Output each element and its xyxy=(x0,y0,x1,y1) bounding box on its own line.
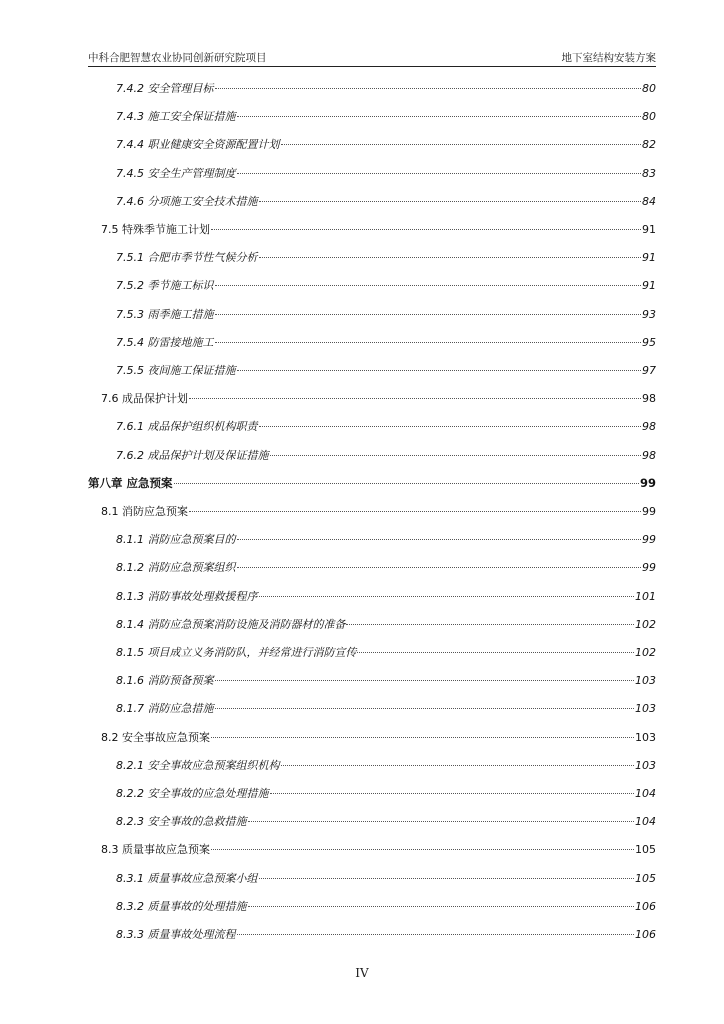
toc-entry-page-number: 80 xyxy=(642,82,656,95)
toc-entry-title: 8.2.2 安全事故的应急处理措施 xyxy=(116,787,269,800)
header-project-name: 中科合肥智慧农业协同创新研究院项目 xyxy=(88,52,267,64)
toc-dot-leader xyxy=(248,906,635,907)
toc-entry[interactable] xyxy=(116,418,656,434)
toc-entry-page-number: 98 xyxy=(642,392,656,406)
toc-entry-page-number: 91 xyxy=(642,251,656,265)
page-header xyxy=(88,50,656,67)
toc-dot-leader xyxy=(248,821,635,822)
toc-entry-page-number: 105 xyxy=(635,871,656,885)
toc-dot-leader xyxy=(270,455,642,456)
toc-entry-page-number: 103 xyxy=(635,702,656,716)
toc-dot-leader xyxy=(215,285,642,286)
toc-dot-leader xyxy=(270,793,635,794)
toc-entry-page-number: 98 xyxy=(642,448,656,462)
toc-dot-leader xyxy=(357,652,634,653)
toc-entry-title: 7.6 成品保护计划 xyxy=(101,392,188,406)
toc-entry-page-number: 103 xyxy=(635,730,656,744)
toc-entry-page-number: 103 xyxy=(635,758,656,772)
toc-dot-leader xyxy=(259,426,642,427)
toc-entry[interactable] xyxy=(116,136,656,152)
toc-entry-page-number: 95 xyxy=(642,335,656,349)
toc-entry-title: 8.3.1 质量事故应急预案小组 xyxy=(116,871,258,885)
toc-entry[interactable] xyxy=(116,249,656,265)
toc-dot-leader xyxy=(237,116,642,117)
toc-entry-title: 7.5.2 季节施工标识 xyxy=(116,279,214,293)
toc-entry-title: 8.1.6 消防预备预案 xyxy=(116,674,214,688)
toc-entry-page-number: 97 xyxy=(642,364,656,377)
toc-entry-title: 8.3 质量事故应急预案 xyxy=(101,843,210,857)
toc-entry-title: 7.5 特殊季节施工计划 xyxy=(101,223,210,236)
toc-entry[interactable] xyxy=(116,588,656,604)
header-document-title: 地下室结构安装方案 xyxy=(561,52,656,64)
toc-entry[interactable] xyxy=(116,193,656,209)
toc-dot-leader xyxy=(211,737,634,738)
toc-dot-leader xyxy=(281,144,642,145)
toc-entry-page-number: 98 xyxy=(642,420,656,434)
toc-entry-title: 7.5.3 雨季施工措施 xyxy=(116,307,214,321)
toc-dot-leader xyxy=(237,370,642,371)
toc-entry-page-number: 103 xyxy=(635,674,656,688)
toc-entry-page-number: 93 xyxy=(642,307,656,321)
toc-entry-title: 8.3.3 质量事故处理流程 xyxy=(116,928,236,941)
toc-entry-title: 7.6.2 成品保护计划及保证措施 xyxy=(116,448,269,462)
toc-entry[interactable] xyxy=(101,729,656,745)
toc-dot-leader xyxy=(215,314,642,315)
toc-dot-leader xyxy=(211,229,641,230)
toc-entry-page-number: 102 xyxy=(635,646,656,659)
toc-dot-leader xyxy=(215,88,642,89)
toc-entry-page-number: 102 xyxy=(635,617,656,631)
toc-entry-page-number: 84 xyxy=(642,194,656,208)
toc-entry-title: 7.5.4 防雷接地施工 xyxy=(116,335,214,349)
toc-entry[interactable] xyxy=(88,475,656,491)
toc-entry-title: 7.4.2 安全管理目标 xyxy=(116,82,214,95)
toc-dot-leader xyxy=(237,539,642,540)
toc-entry-title: 8.1.5 项目成立义务消防队，并经常进行消防宣传 xyxy=(116,646,357,659)
toc-entry[interactable] xyxy=(116,447,656,463)
toc-entry-title: 7.5.5 夜间施工保证措施 xyxy=(116,364,236,377)
toc-entry-page-number: 106 xyxy=(635,928,656,941)
toc-dot-leader xyxy=(215,708,635,709)
toc-entry[interactable] xyxy=(116,898,656,914)
toc-dot-leader xyxy=(174,483,639,484)
toc-dot-leader xyxy=(259,201,642,202)
toc-entry-title: 8.2 安全事故应急预案 xyxy=(101,730,210,744)
toc-entry[interactable] xyxy=(101,390,656,406)
toc-entry-page-number: 91 xyxy=(642,223,656,236)
toc-entry-title: 7.5.1 合肥市季节性气候分析 xyxy=(116,251,258,265)
toc-entry[interactable] xyxy=(116,306,656,322)
toc-entry-page-number: 82 xyxy=(642,138,656,152)
toc-entry-title: 8.2.1 安全事故应急预案组织机构 xyxy=(116,758,280,772)
toc-entry[interactable] xyxy=(116,616,656,632)
toc-dot-leader xyxy=(237,934,635,935)
toc-entry[interactable] xyxy=(116,672,656,688)
toc-entry[interactable] xyxy=(116,277,656,293)
toc-entry-title: 7.4.5 安全生产管理制度 xyxy=(116,166,236,180)
toc-entry-title: 7.4.4 职业健康安全资源配置计划 xyxy=(116,138,280,152)
toc-entry-title: 8.1 消防应急预案 xyxy=(101,505,188,518)
toc-dot-leader xyxy=(259,596,635,597)
toc-entry[interactable] xyxy=(116,165,656,181)
toc-dot-leader xyxy=(189,511,641,512)
toc-dot-leader xyxy=(215,342,642,343)
toc-entry-title: 8.1.1 消防应急预案目的 xyxy=(116,533,236,547)
toc-entry-title: 7.4.3 施工安全保证措施 xyxy=(116,110,236,124)
toc-entry-title: 8.3.2 质量事故的处理措施 xyxy=(116,899,247,913)
toc-entry[interactable] xyxy=(116,926,656,942)
toc-entry-title: 8.2.3 安全事故的急救措施 xyxy=(116,815,247,829)
page-number: IV xyxy=(355,966,369,980)
toc-entry-title: 第八章 应急预案 xyxy=(88,475,173,490)
toc-entry-page-number: 91 xyxy=(642,279,656,293)
toc-entry-page-number: 104 xyxy=(635,815,656,829)
toc-entry[interactable] xyxy=(116,813,656,829)
toc-entry[interactable] xyxy=(116,559,656,575)
toc-entry-page-number: 99 xyxy=(642,561,656,575)
toc-entry-page-number: 106 xyxy=(635,899,656,913)
toc-entry-page-number: 80 xyxy=(642,110,656,124)
toc-entry-title: 8.1.7 消防应急措施 xyxy=(116,702,214,716)
toc-entry[interactable] xyxy=(101,221,656,237)
toc-dot-leader xyxy=(237,567,642,568)
toc-dot-leader xyxy=(237,173,642,174)
toc-entry-page-number: 101 xyxy=(635,589,656,603)
toc-dot-leader xyxy=(346,624,634,625)
toc-entry[interactable] xyxy=(101,503,656,519)
toc-entry-page-number: 99 xyxy=(642,505,656,518)
toc-entry-title: 8.1.2 消防应急预案组织 xyxy=(116,561,236,575)
toc-entry[interactable] xyxy=(116,362,656,378)
toc-dot-leader xyxy=(259,878,635,879)
toc-entry[interactable] xyxy=(116,531,656,547)
toc-entry-page-number: 99 xyxy=(639,475,656,490)
toc-entry-title: 8.1.3 消防事故处理救援程序 xyxy=(116,589,258,603)
toc-entry[interactable] xyxy=(116,108,656,124)
toc-entry-title: 7.6.1 成品保护组织机构职责 xyxy=(116,420,258,434)
toc-entry[interactable] xyxy=(116,870,656,886)
toc-dot-leader xyxy=(259,257,642,258)
toc-entry-page-number: 104 xyxy=(635,787,656,800)
toc-entry[interactable] xyxy=(116,757,656,773)
toc-entry[interactable] xyxy=(101,841,656,857)
toc-entry[interactable] xyxy=(116,644,656,660)
toc-dot-leader xyxy=(281,765,635,766)
toc-entry-title: 7.4.6 分项施工安全技术措施 xyxy=(116,194,258,208)
toc-entry[interactable] xyxy=(116,700,656,716)
toc-entry-page-number: 99 xyxy=(642,533,656,547)
toc-entry[interactable] xyxy=(116,80,656,96)
toc-dot-leader xyxy=(189,398,641,399)
toc-entry-page-number: 83 xyxy=(642,166,656,180)
toc-dot-leader xyxy=(211,849,634,850)
toc-entry[interactable] xyxy=(116,334,656,350)
toc-entry[interactable] xyxy=(116,785,656,801)
toc-entry-page-number: 105 xyxy=(635,843,656,857)
toc-dot-leader xyxy=(215,680,635,681)
toc-entry-title: 8.1.4 消防应急预案消防设施及消防器材的准备 xyxy=(116,617,346,631)
